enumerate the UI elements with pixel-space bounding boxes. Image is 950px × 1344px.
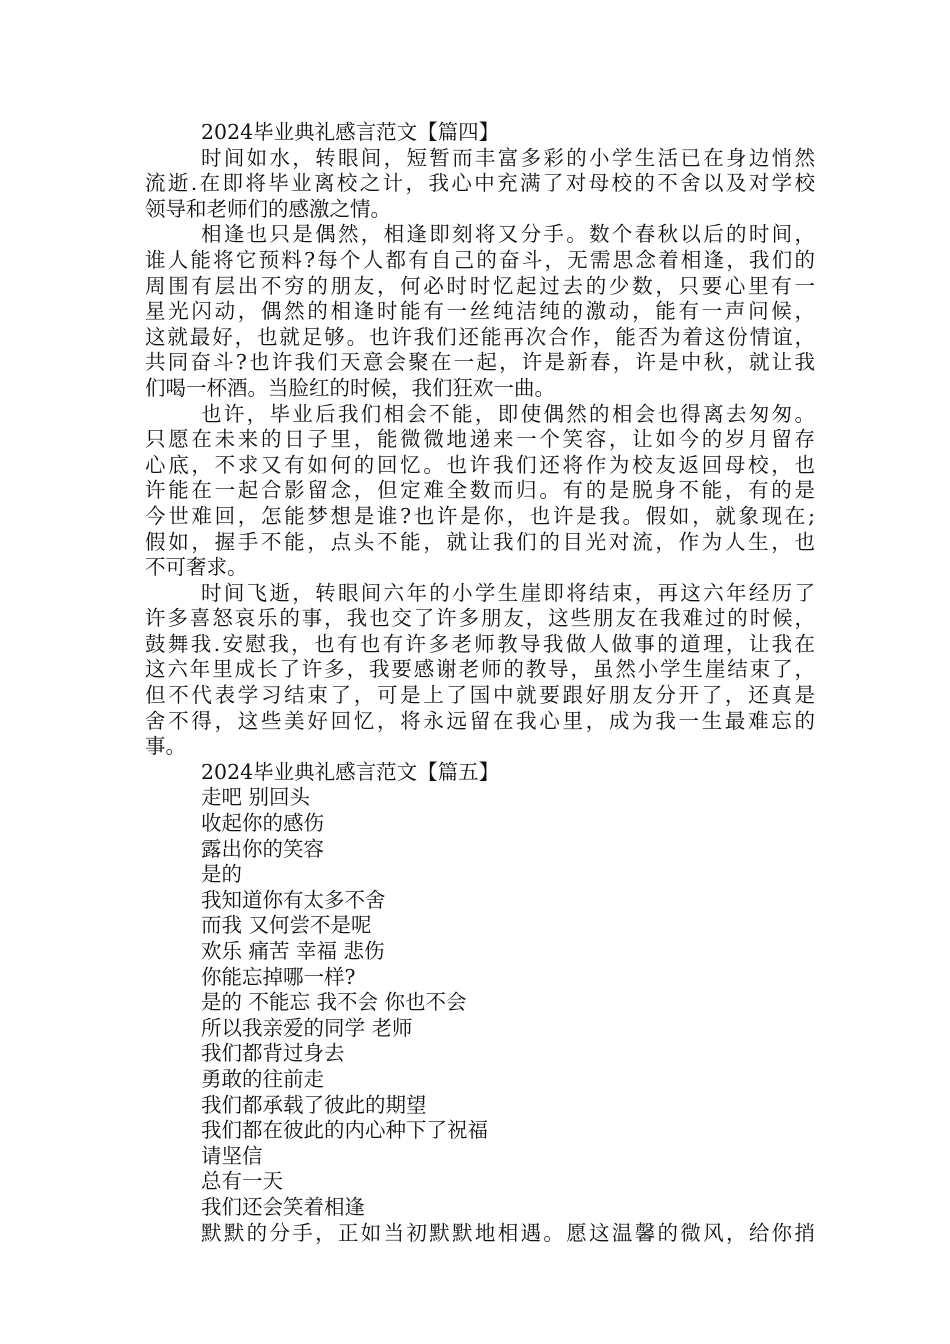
poem-line: 我们都在彼此的内心种下了祝福 [201,1118,488,1143]
text-line: 假如，握手不能，点头不能，就让我们的目光对流，作为人生，也 [145,529,815,554]
section-heading: 2024毕业典礼感言范文【篇五】 [201,759,500,784]
poem-line: 露出你的笑容 [201,836,324,861]
paragraph [145,402,815,581]
text-line: 周围有层出不穷的朋友，何必时时忆起过去的少数，只要心里有一 [145,273,815,298]
paragraph [145,222,815,401]
text-line: 谁人能将它预料?每个人都有自己的奋斗，无需思念着相逢，我们的 [145,247,815,272]
text-line: 时间飞逝，转眼间六年的小学生崖即将结束，再这六年经历了 [201,580,815,605]
poem-line: 而我 又何尝不是呢 [201,913,372,938]
text-line: 们喝一杯酒。当脸红的时候，我们狂欢一曲。 [145,375,555,400]
text-line: 相逢也只是偶然，相逢即刻将又分手。数个春秋以后的时间， [201,222,815,247]
text-line: 舍不得，这些美好回忆，将永远留在我心里，成为我一生最难忘的 [145,708,815,733]
text-line: 流逝.在即将毕业离校之计，我心中充满了对母校的不舍以及对学校 [145,171,815,196]
poem-line: 我知道你有太多不舍 [201,887,386,912]
text-line: 默默的分手，正如当初默默地相遇。愿这温馨的微风，给你捎 [201,1220,815,1245]
poem-line: 我们还会笑着相逢 [201,1194,365,1219]
text-line: 许能在一起合影留念，但定难全数而归。有的是脱身不能，有的是 [145,478,815,503]
text-line: 但不代表学习结束了，可是上了国中就要跟好朋友分开了，还真是 [145,683,815,708]
text-line: 心底，不求又有如何的回忆。也许我们还将作为校友返回母校，也 [145,452,815,477]
poem-line: 收起你的感伤 [201,811,324,836]
poem-line: 勇敢的往前走 [201,1066,324,1091]
poem [145,785,815,1220]
text-line: 时间如水，转眼间，短暂而丰富多彩的小学生活已在身边悄然 [201,145,815,170]
poem-line: 请坚信 [201,1143,263,1168]
poem-line: 我们都背过身去 [201,1041,345,1066]
poem-line: 欢乐 痛苦 幸福 悲伤 [201,939,385,963]
text-line: 也许，毕业后我们相会不能，即使偶然的相会也得离去匆匆。 [201,401,815,426]
text-line: 这六年里成长了许多，我要感谢老师的教导，虽然小学生崖结束了， [145,657,815,682]
text-line: 共同奋斗?也许我们天意会聚在一起，许是新春，许是中秋，就让我 [145,350,815,375]
text-line: 今世难回，怎能梦想是谁?也许是你，也许是我。假如，就象现在; [145,503,815,528]
poem-line: 我们都承载了彼此的期望 [201,1092,427,1117]
poem-line: 总有一天 [201,1169,283,1194]
text-line: 只愿在未来的日子里，能微微地递来一个笑容，让如今的岁月留存 [145,427,815,452]
text-line: 领导和老师们的感激之情。 [145,196,391,221]
paragraph [145,146,815,223]
text-line: 不可奢求。 [145,555,248,580]
document-page [145,120,815,1246]
poem-line: 是的 不能忘 我不会 你也不会 [201,990,467,1015]
paragraph [145,581,815,760]
poem-line: 所以我亲爱的同学 老师 [201,1015,413,1040]
text-line: 鼓舞我.安慰我，也有也有许多老师教导我做人做事的道理，让我在 [145,631,815,656]
text-line: 许多喜怒哀乐的事，我也交了许多朋友，这些朋友在我难过的时候， [145,606,815,631]
poem-line: 是的 [201,862,242,887]
text-line: 这就最好，也就足够。也许我们还能再次合作，能否为着这份情谊， [145,324,815,349]
text-line: 星光闪动，偶然的相逢时能有一丝纯洁纯的激动，能有一声问候， [145,299,815,324]
section-heading: 2024毕业典礼感言范文【篇四】 [201,120,500,144]
poem-line: 走吧 别回头 [201,785,311,810]
text-line: 事。 [145,734,186,759]
poem-line: 你能忘掉哪一样? [201,964,356,989]
